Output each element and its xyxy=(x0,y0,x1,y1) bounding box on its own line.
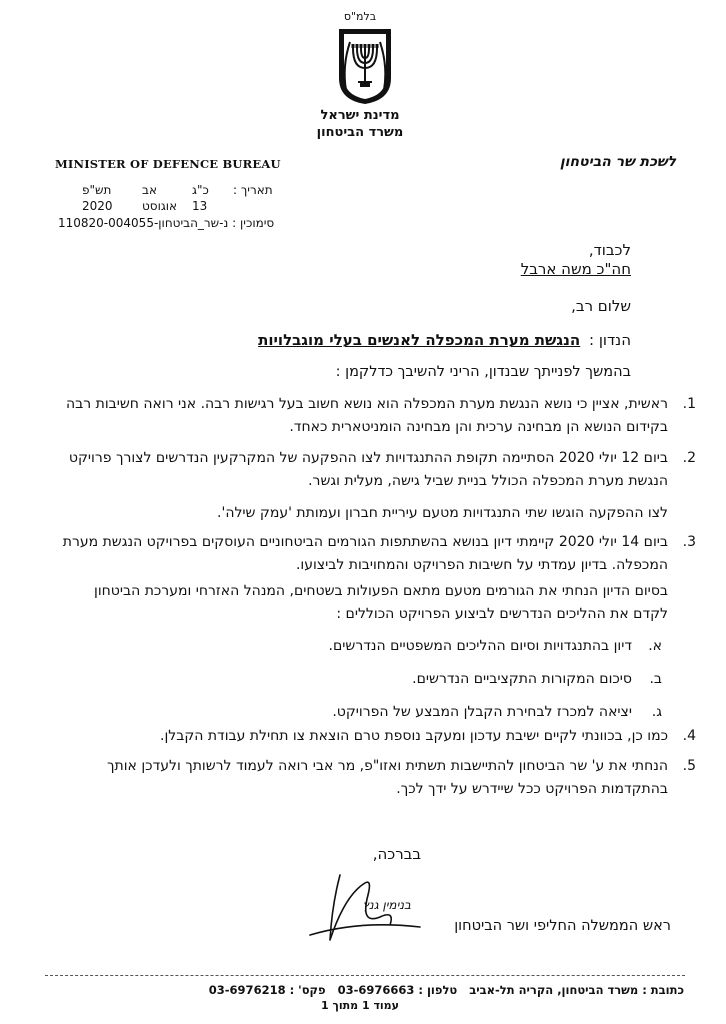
classification-mark: בלמ"ס xyxy=(343,10,377,23)
paragraph-1 xyxy=(56,393,696,439)
paragraph-text-continued: בסיום הדיון הנחתי את הגורמים מטעם מתאם הפעולות בשטחים, המנהל האזרחי ומערכת הביטחון לקדם את ההליכים הנדרשים לביצוע הפרויקט הכוללים : xyxy=(94,583,668,622)
greeting: שלום רב, xyxy=(571,297,631,315)
signer-name: בנימין גנץ xyxy=(362,898,411,912)
hebrew-year: תש"פ xyxy=(82,183,112,197)
page-number: עמוד 1 מתוך 1 xyxy=(321,999,399,1012)
paragraph-4 xyxy=(56,725,696,748)
subject-text: הנגשת מערת המכפלה לאנשים בעלי מוגבלויות xyxy=(258,331,581,349)
date-label: תאריך : xyxy=(233,183,273,197)
state-name: מדינת ישראל xyxy=(320,108,400,123)
sub-item-a xyxy=(56,635,662,658)
paragraph-3 xyxy=(56,531,696,734)
footer-divider xyxy=(45,975,685,976)
reference-line xyxy=(58,216,274,230)
hebrew-month: אב xyxy=(142,183,157,197)
gregorian-day: 13 xyxy=(192,199,208,213)
paragraph-number: 1. xyxy=(682,396,696,412)
sub-item-text: דיון בהתנגדויות וסיום ההליכים המשפטיים הנדרשים. xyxy=(328,638,632,654)
closing-blessing: בברכה, xyxy=(372,845,421,863)
handwritten-signature-icon xyxy=(270,865,450,955)
reference-label: סימוכין : xyxy=(232,216,275,230)
paragraph-text: כמו כן, בכוונתי לקיים ישיבת עדכון ומעקב נוספת טרם הוצאת צו תחילת עבודת הקבלן. xyxy=(160,728,668,744)
ministry-name: משרד הביטחון xyxy=(316,125,404,140)
sub-item-c xyxy=(56,701,662,724)
paragraph-5 xyxy=(56,755,696,801)
paragraph-2 xyxy=(56,447,696,525)
bureau-name-hebrew: לשכת שר הביטחון xyxy=(559,154,676,170)
signer-title: ראש הממשלה החליפי ושר הביטחון xyxy=(454,918,671,934)
gregorian-month: אוגוסט xyxy=(142,199,178,213)
to-line: לכבוד, xyxy=(588,241,631,259)
subject-line xyxy=(258,331,631,349)
footer-contact xyxy=(201,983,684,997)
hebrew-day: כ"ג xyxy=(192,183,209,197)
gregorian-year: 2020 xyxy=(82,199,113,213)
recipient-name: חה"כ משה ארבל xyxy=(520,260,631,278)
paragraph-text-continued: לצו ההפקעה הוגשו שתי התנגדויות מטעם עיריית חברון ועמותת 'עמק שילה'. xyxy=(217,505,668,521)
sub-item-list xyxy=(56,635,668,724)
footer-address: כתובת : משרד הביטחון, הקריה תל-אביב xyxy=(469,983,684,997)
bureau-name-english: MINISTER OF DEFENCE BUREAU xyxy=(55,157,281,171)
sub-item-b xyxy=(56,668,662,691)
paragraph-text: ראשית, אציין כי נושא הנגשת מערת המכפלה הוא נושא חשוב בעל רגישות רבה. אני רואה חשיבות רבה בקידום הנושא הן מבחינה ערכית והן מבחינה הומניטארית כאחד. xyxy=(66,396,668,435)
sub-item-letter: ג. xyxy=(651,704,662,720)
reference-value: נ-שר_הביטחון-110820-004055 xyxy=(58,216,229,230)
paragraph-number: 2. xyxy=(682,450,696,466)
sub-item-text: יציאה למכרז לבחירת הקבלן המבצע של הפרויקט. xyxy=(332,704,632,720)
paragraph-number: 3. xyxy=(682,534,696,550)
footer-phone: טלפון : 03-6976663 xyxy=(337,983,458,997)
paragraph-text: ביום 12 יולי 2020 הסתיימה תקופת ההתנגדויות לצו ההפקעה של המקרקעין הנדרשים לצורך פרויקט הנגשת מערת המכפלה הכולל בניית שביל גישה, מעלית וגשר. xyxy=(68,450,668,489)
paragraph-text: הנחתי את ע' שר הביטחון להתיישבות תשתית ואזו"פ, מר אבי רואה לעמוד לרשותך ולעדכן אותך בהתקדמות הפרויקט ככל שיידרש על ידך לכך. xyxy=(107,758,668,797)
paragraph-text: ביום 14 יולי 2020 קיימתי דיון בנושא בהשתתפות הגורמים הביטחוניים העוסקים בפרויקט הנגשת מערת המכפלה. בדיון עמדתי על חשיבות הפרויקט והמחויבות לביצועו. xyxy=(62,534,668,573)
paragraph-number: 4. xyxy=(682,728,696,744)
intro-line: בהמשך לפנייתך שבנדון, הריני להשיבך כדלקמן : xyxy=(335,364,631,380)
sub-item-letter: ב. xyxy=(649,671,662,687)
sub-item-letter: א. xyxy=(648,638,662,654)
state-emblem-icon xyxy=(336,26,394,106)
footer-fax: פקס' : 03-6976218 xyxy=(208,983,326,997)
sub-item-text: סיכום המקורות התקציביים הנדרשים. xyxy=(412,671,632,687)
paragraph-number: 5. xyxy=(682,758,696,774)
subject-label: הנדון : xyxy=(589,331,631,349)
